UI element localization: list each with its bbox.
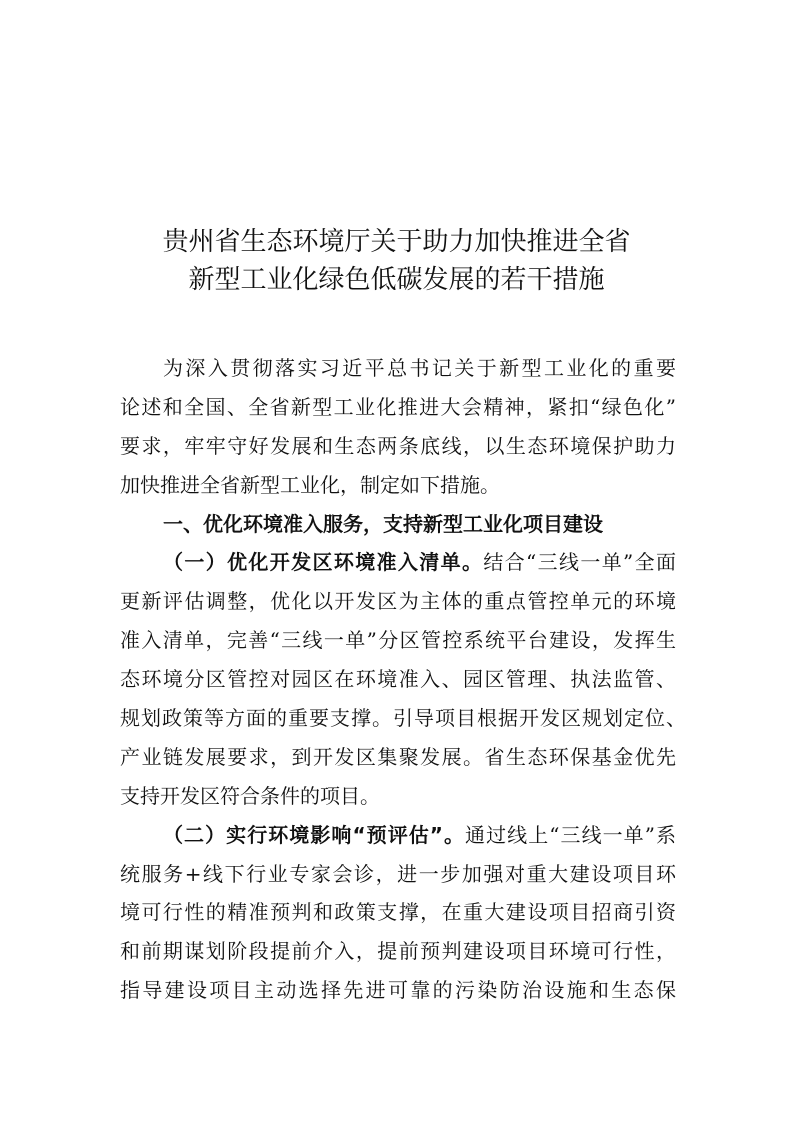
section1-line: 产业链发展要求，到开发区集聚发展。省生态环保基金优先 xyxy=(120,744,676,769)
section2-text: 通过线上“三线一单”系 xyxy=(465,822,676,847)
section1-line: 更新评估调整，优化以开发区为主体的重点管控单元的环境 xyxy=(120,589,676,614)
section2-line: 指导建设项目主动选择先进可靠的污染防治设施和生态保 xyxy=(120,978,676,1003)
intro-line: 要求，牢牢守好发展和生态两条底线，以生态环境保护助力 xyxy=(120,433,676,458)
section1-line: 支持开发区符合条件的项目。 xyxy=(120,783,380,808)
section2-line: 统服务+线下行业专家会诊，进一步加强对重大建设项目环 xyxy=(120,861,676,886)
section2-line: 境可行性的精准预判和政策支撑，在重大建设项目招商引资 xyxy=(120,900,676,925)
document-body xyxy=(120,349,686,1010)
intro-line: 为深入贯彻落实习近平总书记关于新型工业化的重要 xyxy=(163,356,676,380)
section1-line: 准入清单，完善“三线一单”分区管控系统平台建设，发挥生 xyxy=(120,628,676,653)
document-title-line-2: 新型工业化绿色低碳发展的若干措施 xyxy=(188,265,605,295)
section2-title: （二）实行环境影响“预评估”。 xyxy=(163,822,466,847)
document-title-line-1: 贵州省生态环境厅关于助力加快推进全省 xyxy=(162,227,631,257)
section2-line: 和前期谋划阶段提前介入，提前预判建设项目环境可行性， xyxy=(120,939,676,964)
section1-line xyxy=(120,543,676,582)
section1-line: 规划政策等方面的重要支撑。引导项目根据开发区规划定位、 xyxy=(120,706,686,731)
section1-text: 结合“三线一单”全面 xyxy=(483,550,676,575)
section-heading: 一、优化环境准入服务，支持新型工业化项目建设 xyxy=(163,511,603,536)
section1-title: （一）优化开发区环境准入清单。 xyxy=(163,550,484,575)
intro-line: 加快推进全省新型工业化，制定如下措施。 xyxy=(120,472,500,497)
section2-line xyxy=(120,816,676,855)
intro-line: 论述和全国、全省新型工业化推进大会精神，紧扣“绿色化” xyxy=(120,394,676,419)
section1-line: 态环境分区管控对园区在环境准入、园区管理、执法监管、 xyxy=(120,667,676,692)
